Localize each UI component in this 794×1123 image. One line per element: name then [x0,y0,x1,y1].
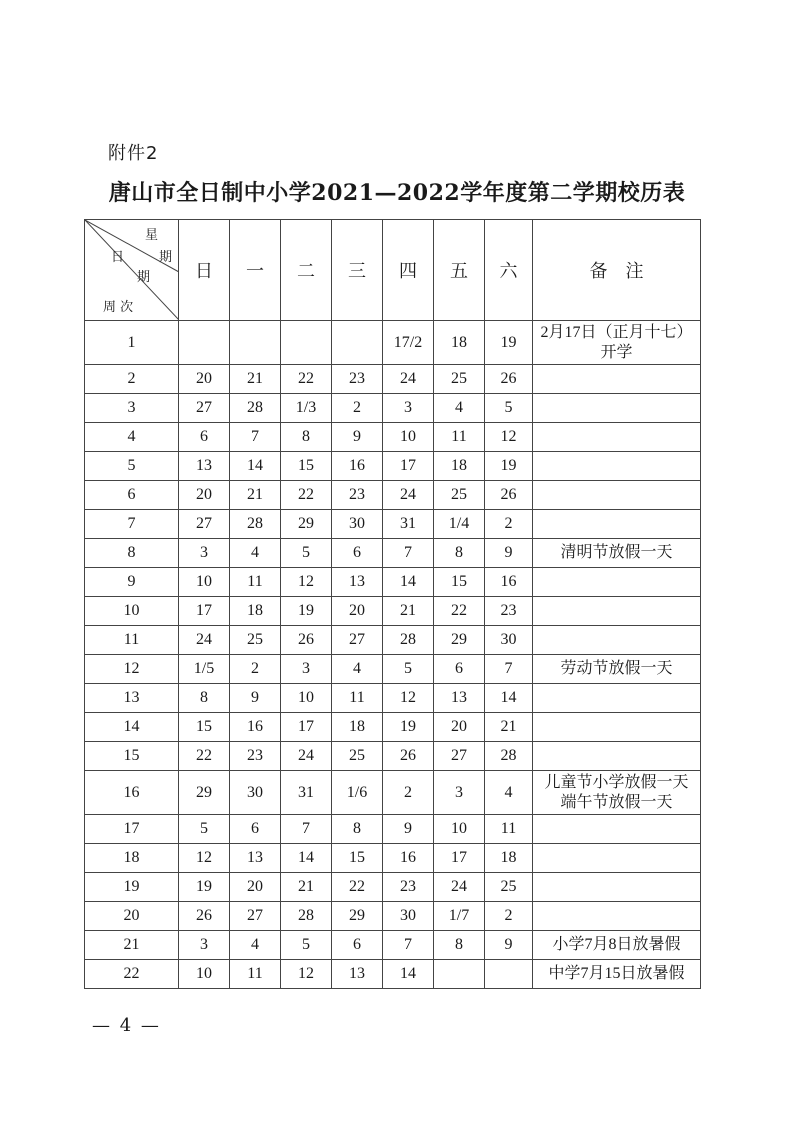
date-cell: 24 [383,481,434,510]
date-cell: 23 [332,481,383,510]
date-cell: 21 [281,873,332,902]
date-cell: 30 [485,626,533,655]
week-number-cell: 5 [85,452,179,481]
date-cell: 24 [434,873,485,902]
date-cell: 6 [332,539,383,568]
date-cell: 10 [179,568,230,597]
remark-line: 清明节放假一天 [560,544,673,561]
day-header: 五 [434,220,485,321]
week-number-cell: 3 [85,394,179,423]
date-cell: 30 [230,771,281,815]
remark-cell [533,713,701,742]
week-number-cell: 2 [85,365,179,394]
remark-line: 开学 [600,343,633,361]
date-cell: 13 [230,844,281,873]
date-cell [281,321,332,365]
school-calendar-table [84,219,701,989]
date-cell: 27 [230,902,281,931]
date-cell: 19 [179,873,230,902]
date-cell: 31 [281,771,332,815]
week-number-cell: 7 [85,510,179,539]
week-row [85,626,701,655]
date-cell: 27 [434,742,485,771]
week-number-cell: 19 [85,873,179,902]
date-cell: 18 [434,452,485,481]
date-cell: 9 [485,539,533,568]
week-number-cell: 21 [85,931,179,960]
calendar-body [85,321,701,989]
week-number-cell: 4 [85,423,179,452]
date-cell: 14 [485,684,533,713]
date-cell: 9 [383,815,434,844]
header-row [85,220,701,321]
week-row [85,771,701,815]
date-cell: 10 [281,684,332,713]
date-cell: 19 [485,321,533,365]
remark-cell [533,655,701,684]
remark-cell [533,873,701,902]
week-number-cell: 8 [85,539,179,568]
date-cell: 8 [179,684,230,713]
date-cell: 2 [230,655,281,684]
remark-cell [533,452,701,481]
date-cell: 6 [179,423,230,452]
date-cell: 5 [281,931,332,960]
date-cell: 3 [434,771,485,815]
date-cell: 13 [179,452,230,481]
date-cell: 22 [332,873,383,902]
date-cell: 15 [179,713,230,742]
date-cell: 4 [230,539,281,568]
remark-cell [533,597,701,626]
week-row [85,684,701,713]
date-cell [434,960,485,989]
date-cell: 7 [485,655,533,684]
remark-cell [533,321,701,365]
date-cell: 4 [230,931,281,960]
date-cell: 30 [383,902,434,931]
date-cell: 7 [230,423,281,452]
date-cell: 20 [230,873,281,902]
date-cell: 28 [383,626,434,655]
remark-cell [533,365,701,394]
date-cell: 6 [332,931,383,960]
week-row [85,655,701,684]
week-row [85,902,701,931]
date-cell: 21 [230,481,281,510]
date-cell: 2 [485,902,533,931]
date-cell: 15 [434,568,485,597]
remark-line: 儿童节小学放假一天 [544,773,689,791]
remark-cell [533,742,701,771]
date-cell: 6 [434,655,485,684]
date-cell: 26 [485,481,533,510]
week-row [85,713,701,742]
date-cell: 20 [179,481,230,510]
week-row [85,742,701,771]
day-header: 三 [332,220,383,321]
date-cell: 13 [332,960,383,989]
date-cell: 25 [434,481,485,510]
date-cell: 18 [230,597,281,626]
date-cell: 23 [383,873,434,902]
week-number-cell: 12 [85,655,179,684]
day-header: 六 [485,220,533,321]
date-cell: 21 [485,713,533,742]
remark-cell [533,510,701,539]
date-cell: 29 [281,510,332,539]
date-cell: 14 [281,844,332,873]
date-cell: 14 [230,452,281,481]
date-cell: 4 [434,394,485,423]
remark-cell [533,626,701,655]
date-cell: 26 [179,902,230,931]
date-cell: 22 [281,481,332,510]
date-cell: 7 [281,815,332,844]
week-row [85,365,701,394]
date-cell: 1/4 [434,510,485,539]
date-cell: 23 [230,742,281,771]
remark-cell [533,481,701,510]
date-cell: 1/6 [332,771,383,815]
date-cell: 26 [485,365,533,394]
remark-line: 端午节放假一天 [560,793,673,811]
corner-cell [85,220,179,321]
date-cell: 16 [383,844,434,873]
week-row [85,452,701,481]
corner-xingqi-2: 期 [159,250,173,265]
date-cell [332,321,383,365]
date-cell: 6 [230,815,281,844]
date-cell: 5 [281,539,332,568]
week-number-cell: 18 [85,844,179,873]
week-number-cell: 16 [85,771,179,815]
day-header: 四 [383,220,434,321]
date-cell: 13 [434,684,485,713]
date-cell: 8 [332,815,383,844]
date-cell: 15 [332,844,383,873]
remark-cell [533,902,701,931]
remark-cell [533,394,701,423]
remark-cell [533,771,701,815]
date-cell: 13 [332,568,383,597]
date-cell: 11 [434,423,485,452]
week-row [85,481,701,510]
date-cell: 18 [332,713,383,742]
date-cell: 8 [434,539,485,568]
date-cell: 12 [485,423,533,452]
date-cell: 10 [434,815,485,844]
date-cell: 1/3 [281,394,332,423]
remark-cell [533,844,701,873]
date-cell [179,321,230,365]
week-number-cell: 6 [85,481,179,510]
week-number-cell: 15 [85,742,179,771]
date-cell: 23 [485,597,533,626]
date-cell: 3 [179,931,230,960]
date-cell: 29 [434,626,485,655]
date-cell: 2 [485,510,533,539]
remark-line: 中学7月15日放暑假 [548,965,685,982]
remark-header: 备 注 [533,220,701,321]
date-cell: 18 [485,844,533,873]
date-cell: 2 [383,771,434,815]
week-row [85,321,701,365]
date-cell: 25 [332,742,383,771]
remark-cell [533,568,701,597]
week-row [85,510,701,539]
date-cell: 8 [281,423,332,452]
corner-zhouci: 周 次 [103,300,134,315]
date-cell: 25 [434,365,485,394]
date-cell: 1/7 [434,902,485,931]
date-cell: 17/2 [383,321,434,365]
remark-cell [533,684,701,713]
date-cell: 12 [281,960,332,989]
remark-line: 劳动节放假一天 [560,660,673,677]
remark-cell [533,539,701,568]
date-cell: 20 [434,713,485,742]
date-cell: 28 [230,510,281,539]
date-cell: 8 [434,931,485,960]
date-cell: 17 [179,597,230,626]
date-cell: 11 [230,568,281,597]
week-row [85,960,701,989]
date-cell [485,960,533,989]
date-cell: 21 [230,365,281,394]
date-cell [230,321,281,365]
date-cell: 19 [383,713,434,742]
date-cell: 16 [230,713,281,742]
date-cell: 27 [332,626,383,655]
week-number-cell: 9 [85,568,179,597]
date-cell: 3 [383,394,434,423]
date-cell: 4 [485,771,533,815]
date-cell: 10 [179,960,230,989]
date-cell: 30 [332,510,383,539]
date-cell: 20 [332,597,383,626]
date-cell: 10 [383,423,434,452]
week-row [85,394,701,423]
date-cell: 11 [230,960,281,989]
date-cell: 28 [485,742,533,771]
week-number-cell: 14 [85,713,179,742]
date-cell: 21 [383,597,434,626]
date-cell: 12 [281,568,332,597]
date-cell: 24 [281,742,332,771]
date-cell: 24 [383,365,434,394]
remark-cell [533,815,701,844]
week-row [85,873,701,902]
date-cell: 5 [383,655,434,684]
date-cell: 18 [434,321,485,365]
week-row [85,931,701,960]
date-cell: 20 [179,365,230,394]
date-cell: 26 [281,626,332,655]
week-number-cell: 11 [85,626,179,655]
date-cell: 28 [281,902,332,931]
date-cell: 27 [179,510,230,539]
date-cell: 9 [230,684,281,713]
day-header: 日 [179,220,230,321]
week-row [85,568,701,597]
date-cell: 27 [179,394,230,423]
date-cell: 17 [383,452,434,481]
date-cell: 12 [383,684,434,713]
date-cell: 25 [230,626,281,655]
date-cell: 16 [332,452,383,481]
date-cell: 17 [434,844,485,873]
week-row [85,539,701,568]
date-cell: 29 [332,902,383,931]
date-cell: 16 [485,568,533,597]
remark-cell [533,931,701,960]
week-row [85,597,701,626]
week-number-cell: 22 [85,960,179,989]
date-cell: 22 [434,597,485,626]
date-cell: 19 [281,597,332,626]
remark-cell [533,960,701,989]
corner-xingqi-1: 星 [145,228,159,243]
week-row [85,815,701,844]
date-cell: 11 [332,684,383,713]
date-cell: 5 [485,394,533,423]
day-header: 一 [230,220,281,321]
corner-riqi-2: 期 [137,270,151,285]
week-number-cell: 20 [85,902,179,931]
date-cell: 9 [485,931,533,960]
page-title: 唐山市全日制中小学2021—2022学年度第二学期校历表 [108,180,686,206]
date-cell: 22 [281,365,332,394]
week-row [85,423,701,452]
attachment-label: 附件2 [108,143,159,164]
date-cell: 28 [230,394,281,423]
page-number: — 4 — [92,1015,161,1036]
date-cell: 4 [332,655,383,684]
date-cell: 14 [383,568,434,597]
date-cell: 7 [383,931,434,960]
date-cell: 14 [383,960,434,989]
date-cell: 23 [332,365,383,394]
date-cell: 26 [383,742,434,771]
week-number-cell: 13 [85,684,179,713]
date-cell: 7 [383,539,434,568]
date-cell: 29 [179,771,230,815]
date-cell: 1/5 [179,655,230,684]
date-cell: 9 [332,423,383,452]
date-cell: 11 [485,815,533,844]
week-number-cell: 1 [85,321,179,365]
date-cell: 3 [179,539,230,568]
date-cell: 3 [281,655,332,684]
week-number-cell: 10 [85,597,179,626]
day-header: 二 [281,220,332,321]
week-number-cell: 17 [85,815,179,844]
week-row [85,844,701,873]
date-cell: 2 [332,394,383,423]
date-cell: 17 [281,713,332,742]
date-cell: 15 [281,452,332,481]
corner-riqi-1: 日 [111,250,125,265]
date-cell: 22 [179,742,230,771]
date-cell: 24 [179,626,230,655]
remark-line: 2月17日（正月十七） [540,323,693,341]
remark-line: 小学7月8日放暑假 [552,936,681,953]
date-cell: 19 [485,452,533,481]
date-cell: 12 [179,844,230,873]
remark-cell [533,423,701,452]
date-cell: 25 [485,873,533,902]
date-cell: 31 [383,510,434,539]
date-cell: 5 [179,815,230,844]
